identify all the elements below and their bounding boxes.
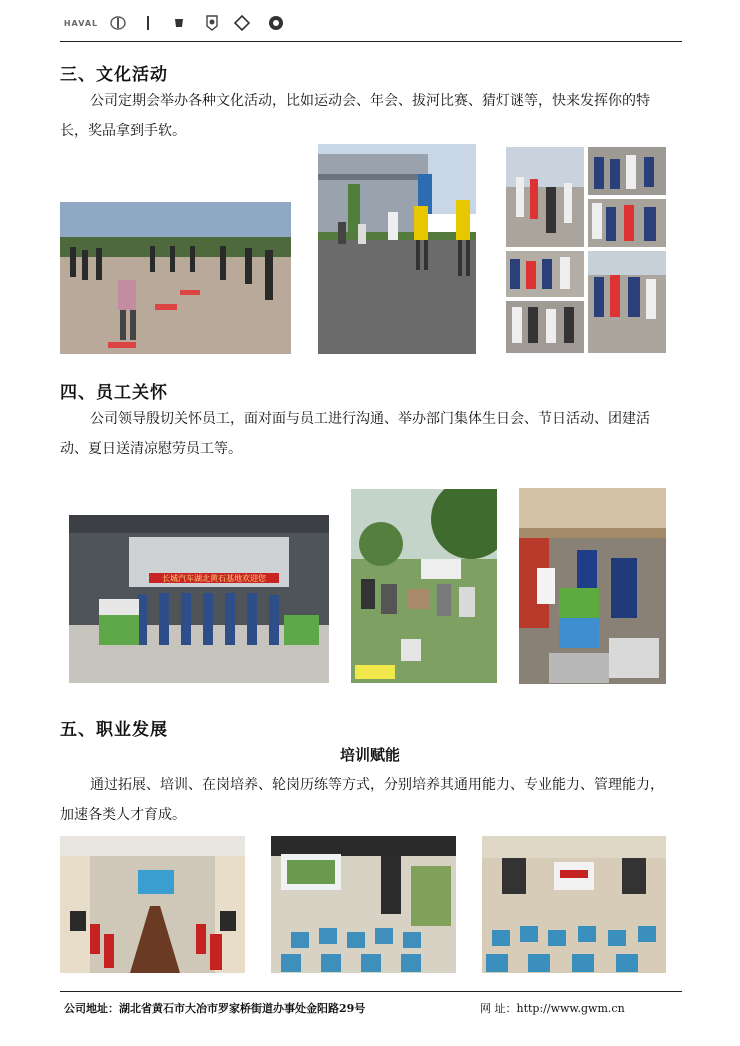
photo-summer-care	[519, 488, 666, 684]
footer-website[interactable]: 网 址：http://www.gwm.cn	[480, 1002, 625, 1015]
vgv-logo	[230, 14, 254, 32]
section-title-career: 五、职业发展	[60, 720, 168, 740]
section-paragraph-career: 通过拓展、培训、在岗培养、轮岗历练等方式，分别培养其通用能力、专业能力、管理能力，加速各类人才育成。	[60, 777, 664, 823]
header-logo-bar	[60, 8, 682, 40]
footer-rule	[60, 991, 682, 992]
photo-running-race	[318, 144, 476, 354]
haval-logo: HAVAL	[63, 18, 99, 28]
section-paragraph-care: 公司领导殷切关怀员工，面对面与员工进行沟通、举办部门集体生日会、节日活动、团建活动、夏日送清凉慰劳员工等。	[60, 411, 650, 457]
photo-group-gift	[69, 515, 329, 683]
photo-training-classroom-1	[271, 836, 456, 973]
subheading-training: 培训赋能	[339, 746, 400, 764]
section-title-culture: 三、文化活动	[60, 65, 168, 85]
photo-training-classroom-2	[482, 836, 666, 973]
welcome-banner-text: 长城汽车湖北黄石基地欢迎您	[162, 574, 266, 583]
wey-logo	[138, 14, 158, 32]
ora-logo	[202, 14, 222, 32]
footer-address: 公司地址：湖北省黄石市大冶市罗家桥街道办事处金阳路29号	[64, 1002, 366, 1015]
photo-tug-of-war-crowd	[60, 202, 291, 354]
photo-tug-of-war-collage	[506, 147, 666, 353]
photo-meeting-room	[60, 836, 245, 973]
section-paragraph-culture: 公司定期会举办各种文化活动，比如运动会、年会、拔河比赛、猜灯谜等，快来发挥你的特长，奖品拿到手软。	[60, 93, 650, 139]
tank-logo	[266, 14, 286, 32]
photo-outdoor-team-building	[351, 489, 497, 683]
poer-logo	[164, 14, 194, 32]
gwm-logo	[108, 14, 128, 32]
header-rule	[60, 41, 682, 42]
section-title-care: 四、员工关怀	[60, 383, 168, 403]
